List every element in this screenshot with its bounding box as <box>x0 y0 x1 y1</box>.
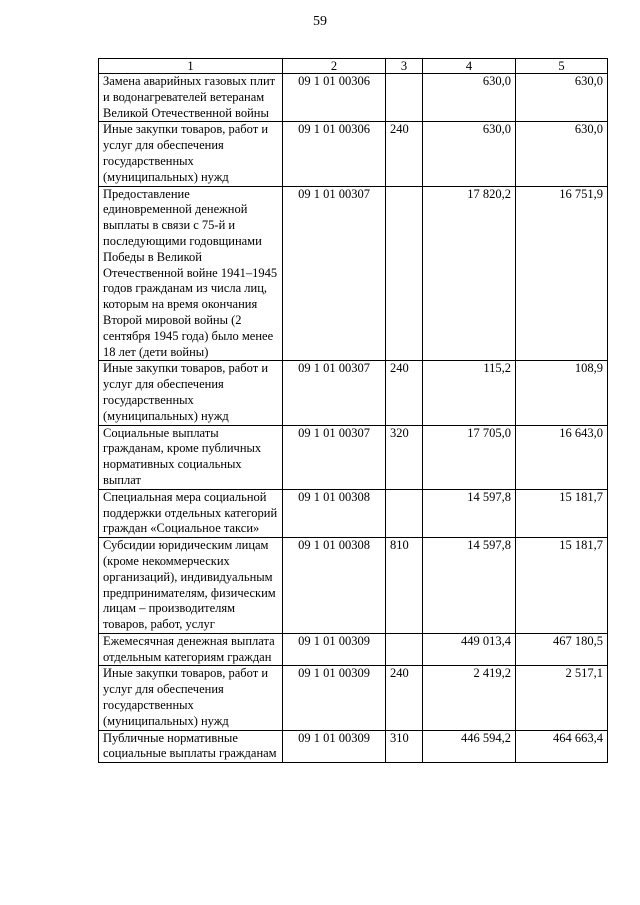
column-header: 4 <box>423 59 516 74</box>
row-category-cell: 240 <box>386 361 423 425</box>
row-name-cell: Субсидии юридическим лицам (кроме некоммерческих организаций), индивидуальным предпринимателям, физическим лицам – производителям товаров, работ, услуг <box>99 538 283 634</box>
table-row <box>99 425 608 489</box>
row-value-col4-cell: 17 705,0 <box>423 425 516 489</box>
row-category-cell: 320 <box>386 425 423 489</box>
row-value-col5-cell: 16 751,9 <box>516 186 608 361</box>
column-header: 1 <box>99 59 283 74</box>
table-row <box>99 489 608 537</box>
row-code-cell: 09 1 01 00309 <box>283 666 386 730</box>
row-value-col5-cell: 464 663,4 <box>516 730 608 763</box>
row-value-col5-cell: 630,0 <box>516 74 608 122</box>
page-number: 59 <box>313 14 327 29</box>
column-header: 5 <box>516 59 608 74</box>
table-row <box>99 730 608 763</box>
table-row <box>99 633 608 666</box>
column-header: 2 <box>283 59 386 74</box>
row-value-col5-cell: 2 517,1 <box>516 666 608 730</box>
table-row <box>99 538 608 634</box>
row-category-cell <box>386 633 423 666</box>
row-name-cell: Социальные выплаты гражданам, кроме публичных нормативных социальных выплат <box>99 425 283 489</box>
row-category-cell: 240 <box>386 122 423 186</box>
row-value-col4-cell: 17 820,2 <box>423 186 516 361</box>
row-name-cell: Иные закупки товаров, работ и услуг для обеспечения государственных (муниципальных) нужд <box>99 361 283 425</box>
row-code-cell: 09 1 01 00307 <box>283 425 386 489</box>
row-category-cell <box>386 74 423 122</box>
row-code-cell: 09 1 01 00307 <box>283 361 386 425</box>
header-row <box>99 59 608 74</box>
row-name-cell: Специальная мера социальной поддержки отдельных категорий граждан «Социальное такси» <box>99 489 283 537</box>
row-code-cell: 09 1 01 00309 <box>283 730 386 763</box>
row-name-cell: Иные закупки товаров, работ и услуг для обеспечения государственных (муниципальных) нужд <box>99 666 283 730</box>
row-value-col5-cell: 16 643,0 <box>516 425 608 489</box>
row-category-cell <box>386 186 423 361</box>
row-name-cell: Предоставление единовременной денежной выплаты в связи с 75-й и последующими годовщинами Победы в Великой Отечественной войне 1941–1945 годов гражданам из числа лиц, которым на время окончания Второй мировой войны (2 сентября 1945 года) было менее 18 лет (дети войны) <box>99 186 283 361</box>
table-row <box>99 122 608 186</box>
row-value-col4-cell: 14 597,8 <box>423 489 516 537</box>
row-name-cell: Ежемесячная денежная выплата отдельным категориям граждан <box>99 633 283 666</box>
row-name-cell: Замена аварийных газовых плит и водонагревателей ветеранам Великой Отечественной войны <box>99 74 283 122</box>
row-code-cell: 09 1 01 00307 <box>283 186 386 361</box>
row-value-col5-cell: 15 181,7 <box>516 538 608 634</box>
budget-table <box>98 58 608 763</box>
table-row <box>99 186 608 361</box>
row-value-col5-cell: 108,9 <box>516 361 608 425</box>
row-code-cell: 09 1 01 00306 <box>283 74 386 122</box>
row-value-col5-cell: 467 180,5 <box>516 633 608 666</box>
row-code-cell: 09 1 01 00309 <box>283 633 386 666</box>
row-value-col4-cell: 449 013,4 <box>423 633 516 666</box>
row-category-cell: 310 <box>386 730 423 763</box>
column-header: 3 <box>386 59 423 74</box>
row-name-cell: Иные закупки товаров, работ и услуг для обеспечения государственных (муниципальных) нужд <box>99 122 283 186</box>
row-category-cell <box>386 489 423 537</box>
row-value-col4-cell: 115,2 <box>423 361 516 425</box>
row-code-cell: 09 1 01 00308 <box>283 538 386 634</box>
row-value-col4-cell: 14 597,8 <box>423 538 516 634</box>
row-value-col4-cell: 446 594,2 <box>423 730 516 763</box>
row-code-cell: 09 1 01 00308 <box>283 489 386 537</box>
row-category-cell: 240 <box>386 666 423 730</box>
row-value-col5-cell: 15 181,7 <box>516 489 608 537</box>
row-value-col4-cell: 2 419,2 <box>423 666 516 730</box>
table-body <box>99 74 608 763</box>
row-name-cell: Публичные нормативные социальные выплаты гражданам <box>99 730 283 763</box>
row-value-col5-cell: 630,0 <box>516 122 608 186</box>
table-row <box>99 74 608 122</box>
row-code-cell: 09 1 01 00306 <box>283 122 386 186</box>
row-category-cell: 810 <box>386 538 423 634</box>
row-value-col4-cell: 630,0 <box>423 74 516 122</box>
row-value-col4-cell: 630,0 <box>423 122 516 186</box>
table-row <box>99 666 608 730</box>
table-row <box>99 361 608 425</box>
